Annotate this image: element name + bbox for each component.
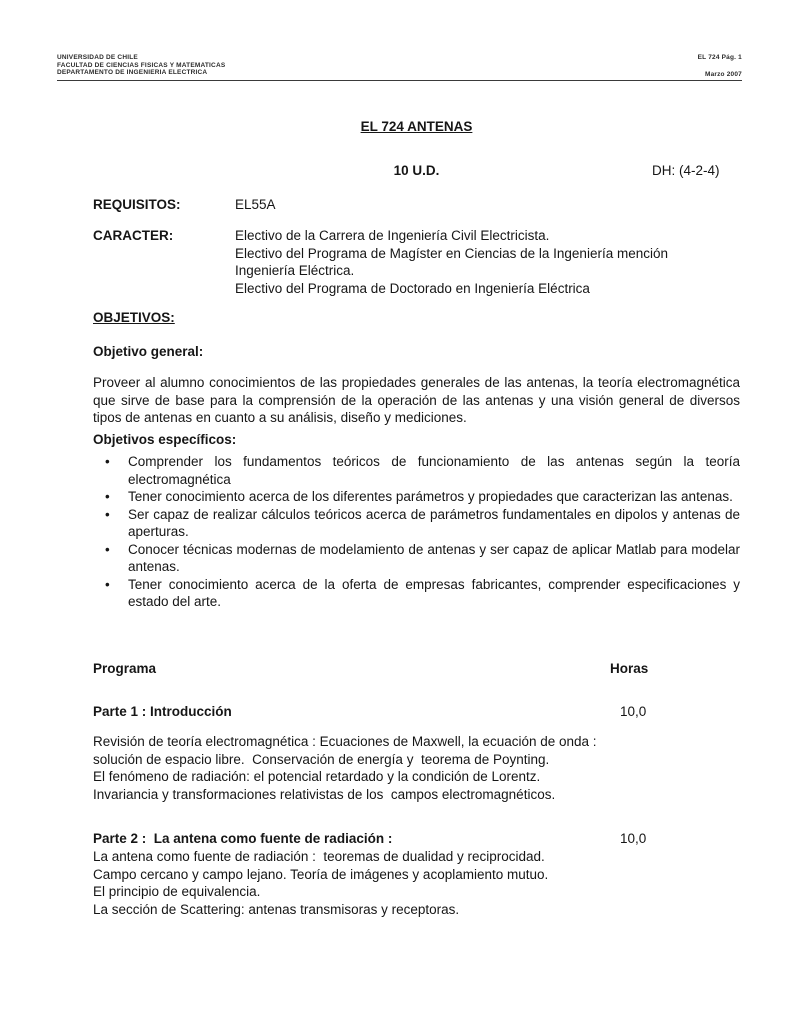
caracter-row — [93, 227, 740, 297]
caracter-line: Electivo de la Carrera de Ingeniería Civil Electricista. — [235, 228, 550, 243]
parte-1-hours: 10,0 — [620, 704, 647, 719]
caracter-line: Electivo del Programa de Doctorado en Ingeniería Eléctrica — [235, 280, 590, 296]
caracter-label: CARACTER: — [93, 228, 174, 243]
objetivos-especificos-list — [93, 453, 740, 611]
description-line: El principio de equivalencia. — [93, 884, 261, 899]
parte-2-hours: 10,0 — [620, 831, 647, 846]
faculty-name: FACULTAD DE CIENCIAS FISICAS Y MATEMATICAS — [57, 61, 226, 69]
credits-value: 10 U.D. — [393, 163, 440, 178]
objetivos-heading: OBJETIVOS: — [93, 310, 175, 325]
parte-1-title-row — [93, 703, 740, 721]
description-line: El fenómeno de radiación: el potencial retardado y la condición de Lorentz. — [93, 769, 541, 784]
caracter-line: Ingeniería Eléctrica. — [235, 263, 355, 278]
list-item: • Tener conocimiento acerca de la oferta de empresas fabricantes, comprender especificaciones y estado del arte. — [93, 576, 740, 611]
objetivo-general-heading: Objetivo general: — [93, 344, 204, 359]
list-item: • Ser capaz de realizar cálculos teóricos acerca de parámetros fundamentales en dipolos y antenas de aperturas. — [93, 506, 740, 541]
list-item: • Comprender los fundamentos teóricos de funcionamiento de las antenas según la teoría electromagnética — [93, 453, 740, 488]
credits-row — [93, 162, 740, 180]
description-line: Revisión de teoría electromagnética : Ecuaciones de Maxwell, la ecuación de onda : — [93, 734, 597, 749]
page-header — [57, 54, 742, 81]
list-item: • Conocer técnicas modernas de modelamiento de antenas y ser capaz de aplicar Matlab para modelar antenas. — [93, 541, 740, 576]
requisitos-row — [93, 196, 740, 214]
parte-1-description — [93, 733, 740, 803]
programa-heading: Programa — [93, 661, 157, 676]
requisitos-label: REQUISITOS: — [93, 197, 181, 212]
caracter-line: Electivo del Programa de Magíster en Ciencias de la Ingeniería mención — [235, 245, 668, 261]
horas-heading: Horas — [610, 661, 649, 676]
programa-header-row — [93, 660, 740, 678]
list-item: • Tener conocimiento acerca de los diferentes parámetros y propiedades que caracterizan las antenas. — [93, 488, 740, 506]
description-line: Campo cercano y campo lejano. Teoría de imágenes y acoplamiento mutuo. — [93, 866, 549, 882]
caracter-lines — [235, 227, 740, 297]
parte-1-title: Parte 1 : Introducción — [93, 704, 232, 719]
dh-value: DH: (4-2-4) — [652, 163, 720, 178]
requisitos-value: EL55A — [235, 197, 276, 212]
objetivos-heading-row — [93, 309, 740, 327]
objetivo-general-text: Proveer al alumno conocimientos de las propiedades generales de las antenas, la teoría electromagnética que sirve de base para la comprensión de la operación de las antenas y una visión general de diversos tipos de antenas en cuanto a su análisis, diseño y mediciones. — [93, 375, 740, 425]
description-line: La sección de Scattering: antenas transmisoras y receptoras. — [93, 901, 460, 917]
parte-2-title: Parte 2 : La antena como fuente de radiación : — [93, 831, 393, 846]
university-name: UNIVERSIDAD DE CHILE — [57, 54, 138, 61]
description-line: solución de espacio libre. Conservación de energía y teorema de Poynting. — [93, 751, 550, 767]
document-date: Marzo 2007 — [704, 71, 742, 79]
course-title: EL 724 ANTENAS — [360, 119, 473, 134]
objetivos-especificos-heading: Objetivos específicos: — [93, 432, 237, 447]
parte-2-description — [93, 848, 740, 918]
parte-2-title-row — [93, 830, 740, 848]
course-page-number: EL 724 Pág. 1 — [697, 54, 742, 61]
department-name: DEPARTAMENTO DE INGENIERIA ELECTRICA — [57, 69, 208, 77]
description-line: Invariancia y transformaciones relativistas de los campos electromagnéticos. — [93, 786, 556, 802]
description-line: La antena como fuente de radiación : teoremas de dualidad y reciprocidad. — [93, 849, 545, 864]
course-title-row — [93, 119, 740, 134]
